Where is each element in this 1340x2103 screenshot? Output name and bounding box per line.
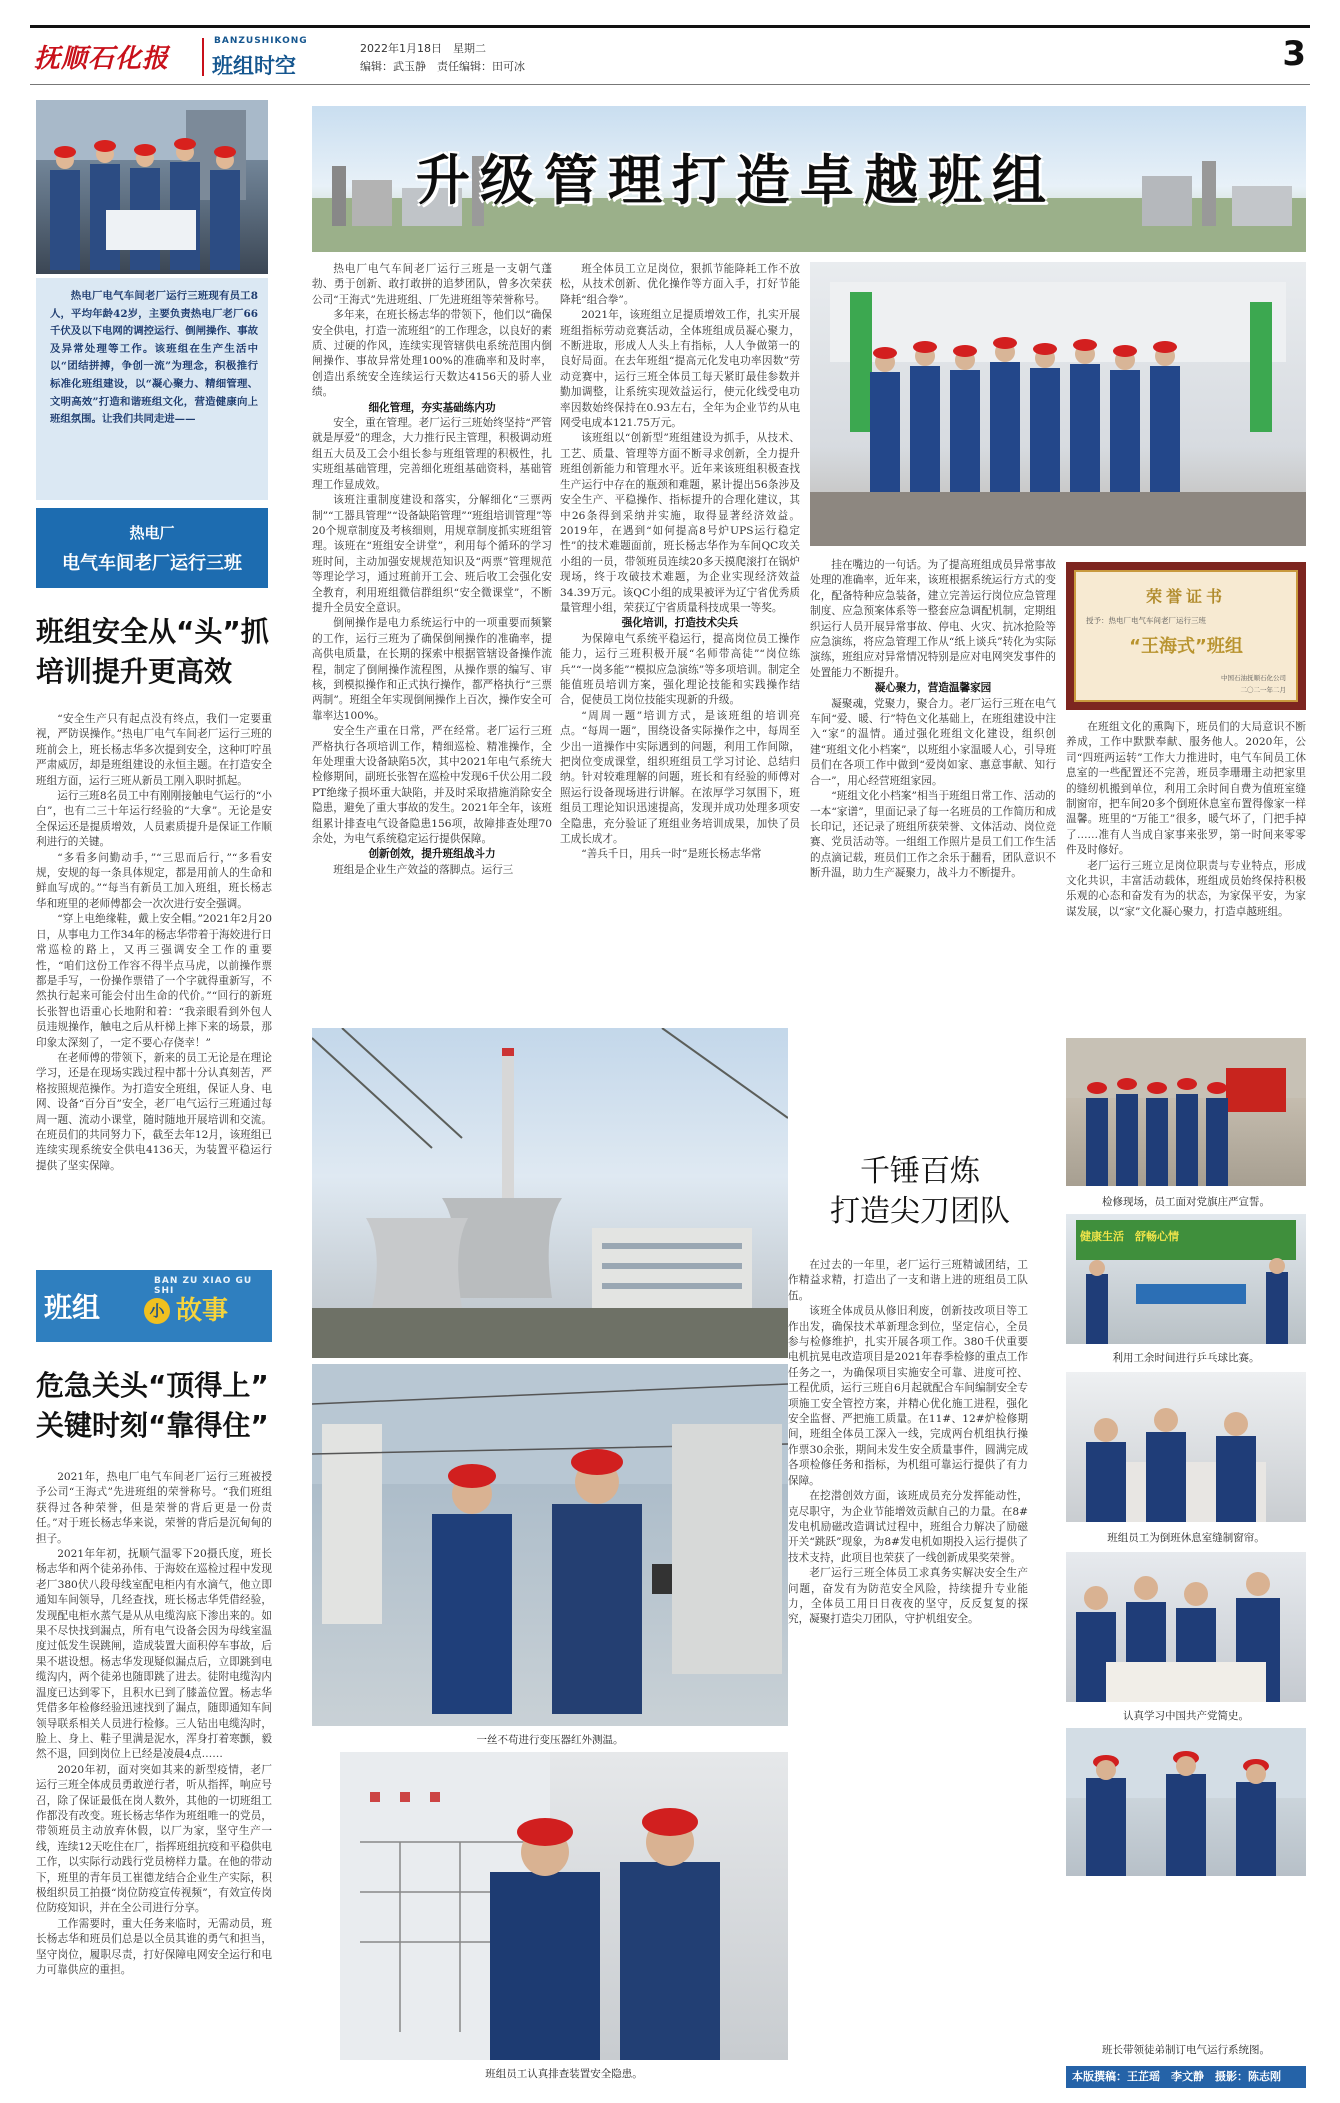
award-certificate	[1066, 562, 1306, 710]
award-heading: 荣誉证书	[1145, 587, 1226, 606]
thermal-test-photo	[312, 1364, 788, 1726]
photo-curtains	[1066, 1372, 1306, 1522]
banner	[312, 106, 1306, 252]
story2-title	[36, 1366, 276, 1446]
main-col-3	[810, 558, 1056, 1002]
credits-bar: 本版撰稿：王芷瑶 李文静 摄影：陈志刚	[1066, 2066, 1306, 2088]
group-photo	[810, 262, 1306, 546]
unit-line-2: 电气车间老厂运行三班	[62, 553, 242, 574]
editors-line: 编辑：武玉静 责任编辑：田可冰	[360, 60, 525, 73]
main-paragraph: 班全体员工立足岗位，狠抓节能降耗工作不放松，从技术创新、优化操作等方面入手，打好节能降耗“组合拳”。	[560, 263, 800, 306]
story1-paragraph: “安全生产只有起点没有终点，我们一定要重视，严防误操作。”热电厂电气车间老厂运行三班的班前会上，班长杨志华多次提到安全，这种叮咛虽严肃威厉，却是班组建设的永恒主题。在打造安全班组方面，运行三班从新员工刚入职时抓起。	[36, 713, 272, 787]
main-subheading: 细化管理，夯实基础练内功	[368, 401, 496, 414]
main-paragraph: 为保障电气系统平稳运行，提高岗位员工操作能力，运行三班积极开展“名师带高徒”“岗位练兵”“一岗多能”“模拟应急演练”等多项培训。制定全能值班员培训方案，强化理论技能和实践操作结合，促使员工岗位技能实现新的升级。	[560, 632, 800, 707]
main-paragraph: 2021年，该班组立足提质增效工作，扎实开展班组指标劳动竞赛活动，全体班组成员凝心聚力，不断进取，形成人人头上有指标，人人争做第一的良好局面。在去年班组“提高元化发电功率因数”劳动竞赛中，运行三班全体员工每天紧盯最佳参数并勤加调整，让系统实现效益运行，使元化线受电功率因数始终保持在0.93左右，全年为企业节约从电网受电成本121.75万元。	[560, 309, 800, 430]
main-paragraph: 挂在嘴边的一句话。为了提高班组成员异常事故处理的准确率，近年来，该班根据系统运行方式的变化，配备特种应急装备，建立完善运行岗位应急管理制度、应急预案体系等一整套应急调配机制，定期组织运行人员开展异常事故、停电、火灾、抗冰抢险等应急演练，将应急管理工作从“纸上谈兵”转化为实际演练，班组应对异常情况特别是应对电网突发事件的处置能力不断提升。	[810, 559, 1056, 679]
photo-study	[1066, 1552, 1306, 1702]
photo-table-tennis	[1066, 1214, 1306, 1344]
team-story-paragraph: 在挖潜创效方面，该班成员充分发挥能动性，克尽职守，为企业节能增效贡献自己的力量。在8#发电机励磁改造调试过程中，班组合力解决了励磁开关“跳跃”现象，为8#发电机如期投入运行提供了技术支持，此项目也荣获了一线创新成果奖荣誉。	[788, 1490, 1028, 1564]
award-date: 二〇二一年二月	[1240, 686, 1286, 694]
story2-paragraph: 2021年，热电厂电气车间老厂运行三班被授予公司“王海式”先进班组的荣誉称号。“我们班组获得过各种荣誉，但是荣誉的背后更是一份责任。”对于班长杨志华来说，荣誉的背后是沉甸甸的担子。	[36, 1471, 272, 1545]
story1-title-line1: 班组安全从“头”抓	[36, 615, 269, 648]
inspection-photo	[340, 1752, 788, 2060]
photo-diagram	[1066, 1728, 1306, 1876]
caption-table-tennis: 利用工余时间进行乒乓球比赛。	[1112, 1352, 1260, 1364]
story-badge-pinyin: BAN ZU XIAO GU SHI	[154, 1276, 253, 1296]
story1-title	[36, 612, 276, 692]
unit-line-1: 热电厂	[129, 524, 175, 542]
story1-paragraph: 在老师傅的带领下，新来的员工无论是在理论学习，还是在现场实践过程中都十分认真刻苦，严格按照规范操作。为打造安全班组，保证人身、电网、设备“百分百”安全，老厂电气运行三班通过每周一题、流动小课堂，随时随地开展培训和交流。在班员们的共同努力下，截至去年12月，该班组已连续实现系统安全供电4136天，为装置平稳运行提供了坚实保障。	[36, 1051, 272, 1172]
story2-title-line1: 危急关头“顶得上”	[36, 1369, 269, 1402]
photo-oath	[1066, 1038, 1306, 1186]
intro-text: 热电厂电气车间老厂运行三班现有员工8人，平均年龄42岁，主要负责热电厂老厂66千伏及以下电网的调控运行、倒闸操作、事故及异常处理等工作。该班组在生产生活中以“团结拼搏，争创一流”为理念，积极推行标准化班组建设，以“凝心聚力、精细管理、文明高效”打造和谐班组文化，营造健康向上班组氛围。让我们共同走进——	[50, 290, 258, 426]
story2-body	[36, 1470, 272, 2080]
table-tennis-banner: 健康生活 舒畅心情	[1080, 1230, 1179, 1243]
caption-oath: 检修现场，员工面对党旗庄严宣誓。	[1102, 1196, 1270, 1208]
main-paragraph: 热电厂电气车间老厂运行三班是一支朝气蓬勃、勇于创新、敢打敢拼的追梦团队，曾多次荣获公司“王海式”先进班组、厂先进班组等荣誉称号。	[312, 263, 552, 306]
story2-title-line2: 关键时刻“靠得住”	[36, 1409, 269, 1442]
caption-curtains: 班组员工为倒班休息室缝制窗帘。	[1107, 1532, 1265, 1544]
main-col-1	[312, 262, 552, 1002]
main-col-2	[560, 262, 800, 1002]
story2-paragraph: 工作需要时，重大任务来临时，无需动员，班长杨志华和班员们总是以全员其谁的勇气和担当，坚守岗位，履职尽责，打好保障电网安全运行和电力可靠供应的重担。	[36, 1917, 272, 1976]
award-issuer: 中国石油抚顺石化公司	[1221, 674, 1286, 682]
team-story-title-line1: 千锤百炼	[860, 1154, 980, 1189]
story-badge	[36, 1270, 272, 1342]
header-rule	[30, 84, 1310, 85]
main-paragraph: 倒闸操作是电力系统运行中的一项重要而频繁的工作，运行三班为了确保倒闸操作的准确率，提高供电质量，在长期的探索中根据管辖设备操作流程，制定了倒闸操作流程图，从操作票的编写、审核，到模拟操作和正式执行操作，都严格执行“三票两制”。班组全年实现倒闸操作上百次，操作安全可靠率达100%。	[312, 617, 552, 722]
story-badge-label-a: 班组	[44, 1291, 101, 1324]
caption-inspection: 班组员工认真排查装置安全隐患。	[485, 2068, 643, 2080]
section-name: 班组时空	[212, 54, 296, 78]
power-plant-photo	[312, 1028, 788, 1358]
main-subheading: 强化培训，打造技术尖兵	[621, 617, 739, 630]
header-divider	[202, 38, 204, 76]
main-paragraph: 在班组文化的熏陶下，班员们的大局意识不断养成，工作中默默奉献、服务他人。2020年，公司“四班两运转”工作大力推进时，电气车间员工休息室的一些配置还不完善，班员李珊珊主动把家里的缝纫机搬到单位，利用工余时间自费为值班室缝制窗帘，把车间20多个倒班休息室布置得像家一样温馨。班里的“万能工”很多，暖气坏了，门把手掉了……准有人当成自家事来张罗，第一时间来零零件及时修好。	[1066, 721, 1306, 857]
main-paragraph: “善兵千日，用兵一时”是班长杨志华常	[581, 848, 762, 861]
intro-box	[36, 278, 268, 500]
section-pinyin: BANZUSHIKONG	[214, 36, 308, 46]
team-story-paragraph: 在过去的一年里，老厂运行三班精诚团结，工作精益求精，打造出了一支和谐上进的班组员工队伍。	[788, 1259, 1028, 1302]
story-badge-label-c: 故事	[176, 1296, 229, 1326]
paper-name: 抚顺石化报	[34, 44, 170, 74]
team-story-paragraph: 该班全体成员从修旧利废，创新技改项目等工作出发，确保技术革新理念到位，坚定信心，全员参与检修维护，扎实开展各项工作。380千伏重要电机抗晃电改造项目是2021年春季检修的重点工作任务之一，为确保项目实施安全可靠、进度可控、工程优质，运行三班自6月起就配合车间编制安全专项施工安全管控方案，并精心优化施工进程，强化安全监督、严把施工质量。在11#、12#炉检修期间，班组全体员工深入一线，完成两台机组执行操作票30余张，期间未发生安全质量事件，圆满完成各项检修任务和指标，为机组可靠运行提供了有力保障。	[788, 1305, 1028, 1487]
caption-thermal: 一丝不苟进行变压器红外测温。	[476, 1734, 624, 1746]
team-story-title	[800, 1152, 1040, 1232]
main-paragraph: 该班组以“创新型”班组建设为抓手，从技术、工艺、质量、管理等方面不断寻求创新，全力提升班组创新能力和管理水平。近年来该班组积极查找生产运行中存在的瓶颈和难题，累计提出56条涉及安全生产、平稳操作、指标提升的合理化建议，其中26条得到采纳并实施，取得显著经济效益。2019年，在遇到“如何提高8号炉UPS运行稳定性”的技术难题面前，班长杨志华作为车间QC攻关小组的一员，带领班员连续20多天摸爬滚打在锅炉现场，终于攻破技术难题，为企业实现经济效益34.39万元。该QC小组的成果被评为辽宁省优秀质量管理小组，荣获辽宁省质量科技成果一等奖。	[560, 432, 800, 614]
story-badge-label-b: 小	[144, 1298, 170, 1324]
story1-title-line2: 培训提升更高效	[36, 655, 233, 688]
main-subheading: 凝心聚力，营造温馨家园	[874, 682, 992, 695]
caption-study: 认真学习中国共产党简史。	[1123, 1710, 1249, 1722]
page-number: 3	[1282, 34, 1306, 74]
main-paragraph: 班组是企业生产效益的落脚点。运行三	[333, 863, 514, 876]
main-paragraph: “周周一题”培训方式，是该班组的培训亮点。“每周一题”，围绕设备实际操作之中，每周至少出一道操作中实际遇到的问题，利用工作间隙，把岗位变成课堂，组织班组员工学习讨论、总结归纳。针对较难理解的问题，班长和有经验的师傅对照运行设备现场进行讲解。在浓厚学习氛围下，班组员工理论知识迅速提高，发现并成功处理多项安全隐患，充分验证了班组业务培训成果，加快了员工成长成才。	[560, 709, 800, 846]
main-paragraph: 该班注重制度建设和落实，分解细化“三票两制”“工器具管理”“设备缺陷管理”“班组培训管理”等20个规章制度及考核细则，用规章制度抓实班组管理。该班在“班组安全讲堂”，利用每个循环的学习班时间，主动加强安规规范知识及“两票”管理规范等理论学习，通过班前开工会、班后收工会强化安全教育，利用班组微信群组织“安全微课堂”，不断提升全员安全意识。	[312, 494, 552, 614]
unit-banner	[36, 508, 268, 588]
story1-paragraph: 运行三班8名员工中有刚刚接触电气运行的“小白”，也有二三十年运行经验的“大拿”。无论是安全保运还是提质增效，人员素质提升是保证工作顺利进行的关键。	[36, 790, 272, 849]
main-col-4	[1066, 720, 1306, 1002]
award-name: “王海式”班组	[1129, 636, 1243, 657]
main-subheading: 创新创效，提升班组战斗力	[368, 848, 496, 861]
team-story-paragraph: 老厂运行三班全体员工求真务实解决安全生产问题，奋发有为防范安全风险，持续提升专业能力，全体员工用日日夜夜的坚守，反反复复的探究，凝聚打造尖刀团队，守护机组安全。	[788, 1567, 1028, 1626]
team-photo-top	[36, 100, 268, 274]
masthead	[30, 25, 1310, 85]
team-story-title-line2: 打造尖刀团队	[830, 1194, 1010, 1229]
story1-paragraph: “多看多问勤动手，”“三思而后行，”“多看安规，安规的每一条具体规定，都是用前人的生命和鲜血写成的。”“每当有新员工加入班组，班长杨志华和班里的老师傅都会一次次进行安全强调。	[36, 851, 272, 910]
story1-paragraph: “穿上电绝缘鞋，戴上安全帽。”2021年2月20日，从事电力工作34年的杨志华带着于海姣进行日常巡检的路上，又再三强调安全工作的重要性，“咱们这份工作容不得半点马虎，以前操作票都是手写，一份操作票错了一个字就得重新写，不然执行起来可能会付出生命的代价。”“回行的新班长张智也语重心长地附和着：“我亲眼看到外包人员违规操作，触电之后从杆梯上摔下来的场景，那印象太深刻了，一定不要心存侥幸！”	[36, 913, 272, 1049]
date-line: 2022年1月18日 星期二	[360, 42, 486, 55]
main-paragraph: 多年来，在班长杨志华的带领下，他们以“确保安全供电，打造一流班组”的工作理念，以良好的素质、过硬的作风，连续实现管辖供电系统范围内倒闸操作、事故异常处理100%的准确率和及时率，创造出系统安全连续运行天数达4156天的骄人业绩。	[312, 309, 552, 399]
main-paragraph: 老厂运行三班立足岗位职责与专业特点，形成文化共识，丰富活动载体，班组成员始终保持积极乐观的心态和奋发有为的状态，为家保平安，为家谋发展，以“家”文化凝心聚力，打造卓越班组。	[1066, 859, 1306, 918]
story2-paragraph: 2020年初，面对突如其来的新型疫情，老厂运行三班全体成员勇敢逆行者，听从指挥，响应号召，除了保证最低在岗人数外，其他的一切班组工作都没有改变。班长杨志华作为班组唯一的党员，带领班员主动放弃休假，以厂为家，坚守生产一线，连续12天吃住在厂，指挥班组抗疫和平稳供电工作，以实际行动践行党员榜样力量。在他的带动下，班里的青年员工崔德龙结合企业生产实际，积极组织员工拍摄“岗位防疫宣传视频”，有效宣传岗位防疫知识，并在全公司进行分享。	[36, 1763, 272, 1915]
caption-diagram: 班长带领徒弟制订电气运行系统图。	[1102, 2044, 1270, 2056]
main-paragraph: 凝聚魂，党聚力，聚合力。老厂运行三班在电气车间“爱、暖、行”特色文化基础上，在班组建设中注入“家”的温情。通过强化班组文化建设，组织创建“班组文化小档案”，以班组小家温暖人心，引导班员们在各项工作中做到“爱岗如家、惠意事献、知行合一”，用心经营班组家园。	[810, 697, 1056, 787]
award-recipient: 授予：热电厂电气车间老厂运行三班	[1086, 616, 1206, 625]
story2-paragraph: 2021年年初，抚顺气温零下20摄氏度，班长杨志华和两个徒弟孙伟、于海姣在巡检过程中发现老厂380伏八段母线室配电柜内有水滴气，他立即通知车间领导，几经查找，班长杨志华凭借经验，发现配电柜水蒸气是从从电缆沟底下渗出来的。如果不尽快找到漏点，所有电气设备会因为母线室温度过低发生误跳闸，造成装置大面积停车事故，后果不堪设想。杨志华发现疑似漏点后，立即跳到电缆沟内，两个徒弟也随即跳了进去。徒附电缆沟内温度已达到零下，且积水已到了膝盖位置。杨志华凭借多年检修经验迅速找到了漏点，随即通知车间领导联系相关人员进行检修。三人钻出电缆沟时，脸上、身上、鞋子里满是泥水，浑身打着寒颤，毅然不退，回到岗位上已经是凌晨4点……	[36, 1548, 272, 1761]
main-paragraph: “班组文化小档案”相当于班组日常工作、活动的一本“家谱”，里面记录了每一名班员的工作简历和成长印记，还记录了班组所获荣誉、文体活动、岗位竞赛、党员活动等。一组组工作照片是员工们工作生活的点滴记载，班员们工作之余乐于翻看，团队意识不断升温，助力生产凝聚力，战斗力不断提升。	[810, 790, 1056, 880]
banner-title: 升级管理打造卓越班组	[416, 149, 1056, 212]
main-paragraph: 安全生产重在日常，严在经常。老厂运行三班严格执行各项培训工作，精细巡检、精准操作，全年处理重大设备缺陷5次，其中2021年电气系统大检修期间，副班长张智在巡检中发现6千伏公用二段PT绝缘子损坏重大缺陷，并及时采取措施消除安全隐患，避免了重大事故的发生。2021年全年，该班组累计排查电气设备隐患156项，故障排查处理70余处，为电气系统稳定运行提供保障。	[312, 725, 552, 846]
story1-body	[36, 712, 272, 1248]
main-paragraph: 安全，重在管理。老厂运行三班始终坚持“严管就是厚爱”的理念，大力推行民主管理，积极调动班组五大员及工会小组长参与班组管理的积极性，扎实班组基础管理，完善细化班组基础资料，基础管理工作显成效。	[312, 417, 552, 491]
team-story-body	[788, 1258, 1028, 2074]
